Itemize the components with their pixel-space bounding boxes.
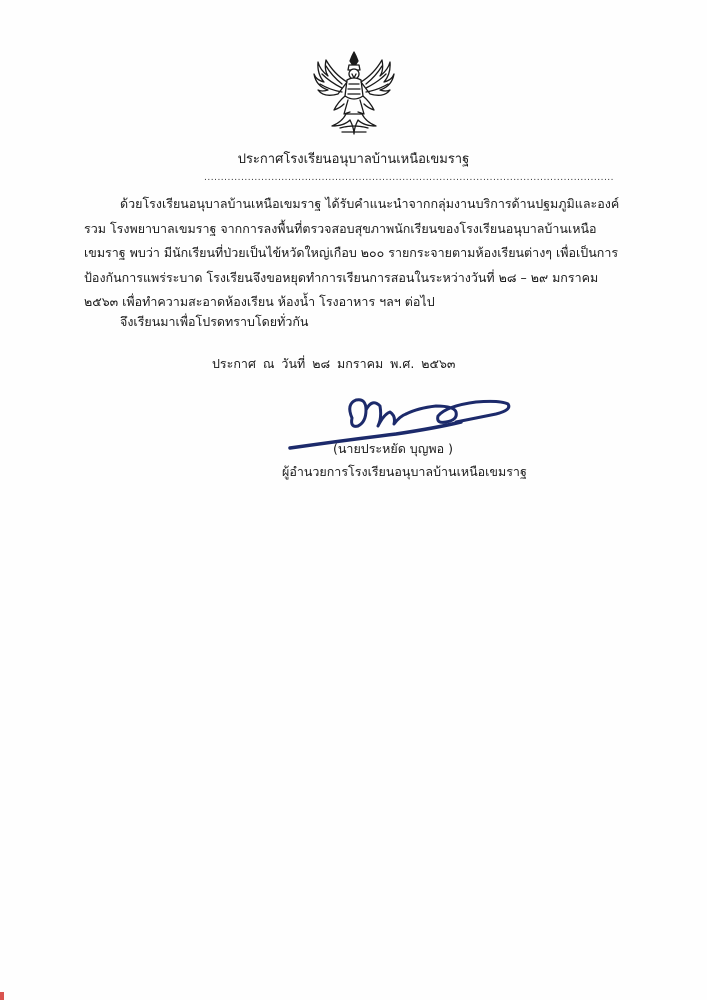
body-text [84, 192, 624, 315]
body-paragraph: ด้วยโรงเรียนอนุบาลบ้านเหนือเขมราฐ ได้รับคำแนะนำจากกลุ่มงานบริการด้านปฐมภูมิและองค์รวม โรงพยาบาลเขมราฐ จากการลงพื้นที่ตรวจสอบสุขภาพนักเรียนของโรงเรียนอนุบาลบ้านเหนือเขมราฐ พบว่า มีนักเรียนที่ป่วยเป็นไข้หวัดใหญ่เกือบ ๒๐๐ รายกระจายตามห้องเรียนต่างๆ เพื่อเป็นการป้องกันการแพร่ระบาด โรงเรียนจึงขอหยุดทำการเรียนการสอนในระหว่างวันที่ ๒๘ – ๒๙ มกราคม ๒๕๖๓ เพื่อทำความสะอาดห้องเรียน ห้องน้ำ โรงอาหาร ฯลฯ ต่อไป [84, 196, 620, 309]
document-title: ประกาศโรงเรียนอนุบาลบ้านเหนือเขมราฐ [237, 152, 470, 167]
closing-line: จึงเรียนมาเพื่อโปรดทราบโดยทั่วกัน [120, 314, 309, 329]
announcement-date: ประกาศ ณ วันที่ ๒๘ มกราคม พ.ศ. ๒๕๖๓ [212, 356, 456, 371]
signer-name: (นายประหยัด บุญพอ ) [333, 441, 453, 456]
separator-dotted-line: .......................................................................................................................... [204, 173, 615, 183]
corner-mark [0, 992, 4, 1000]
garuda-emblem-icon [312, 52, 396, 136]
signer-position: ผู้อำนวยการโรงเรียนอนุบาลบ้านเหนือเขมราฐ [282, 464, 527, 479]
